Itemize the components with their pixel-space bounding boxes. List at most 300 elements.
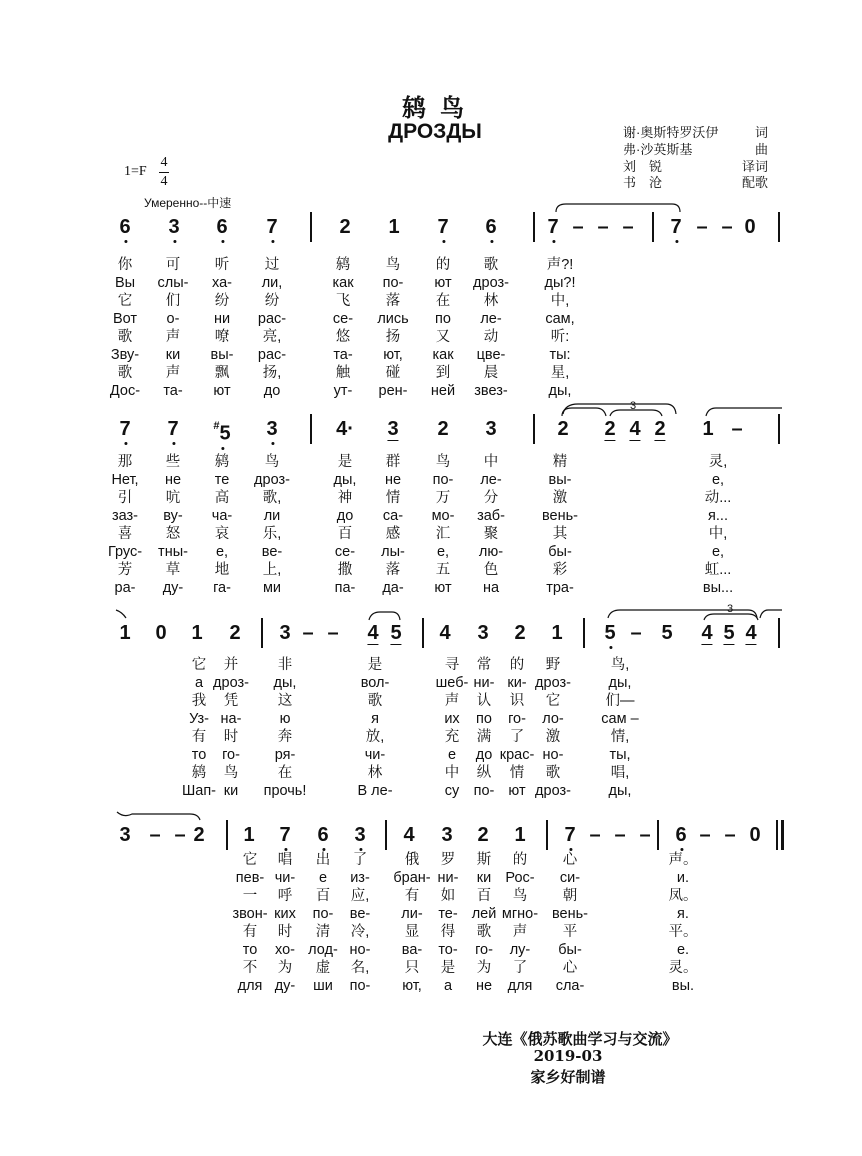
lyric-russian: ве- — [349, 906, 371, 922]
lyric-russian: ки — [476, 870, 492, 886]
lyric-chinese: 芳 — [117, 562, 133, 578]
tie-arc — [556, 204, 680, 212]
lyric-russian: Вы — [114, 275, 136, 291]
lyric-chinese: 心 — [562, 852, 578, 868]
lyric-chinese: 声 — [165, 365, 181, 381]
lyric-russian: по- — [432, 472, 454, 488]
lyric-russian: вы. — [671, 978, 695, 994]
lyric-chinese: 鸫 — [214, 454, 230, 470]
lyric-russian: е — [318, 870, 328, 886]
lyric-russian: не — [164, 472, 182, 488]
lyric-russian: ют — [434, 580, 452, 596]
lyric-russian: ши — [313, 978, 333, 994]
lyric-chinese: 声 — [512, 924, 528, 940]
lyric-chinese: 清 — [315, 924, 331, 940]
credit-name: 刘 锐 — [623, 159, 663, 174]
footer-transcriber: 家乡好制谱 — [530, 1068, 606, 1086]
lyric-chinese: 鸟 — [435, 454, 451, 470]
lyric-chinese: 了 — [352, 852, 368, 868]
lyric-chinese: 虚 — [315, 960, 331, 976]
lyric-russian: е, — [711, 544, 725, 560]
lyric-chinese: 充 — [444, 729, 460, 745]
note-value: 4 — [367, 622, 379, 644]
note-value: 4 — [403, 824, 415, 846]
lyric-russian: не — [384, 472, 402, 488]
lyric-chinese: 情 — [509, 765, 525, 781]
lyric-chinese: 是 — [367, 657, 383, 673]
note-value: – — [731, 418, 743, 440]
lyric-russian: ву- — [163, 508, 183, 524]
lyric-russian: лю- — [478, 544, 504, 560]
lyric-chinese: 情 — [385, 490, 401, 506]
lyric-chinese: 平 — [562, 924, 578, 940]
lyric-chinese: 高 — [214, 490, 230, 506]
lyric-russian: те- — [438, 906, 458, 922]
lyric-russian: для — [507, 978, 533, 994]
lyric-russian: по — [435, 311, 451, 327]
lyric-chinese: 非 — [277, 657, 293, 673]
lyric-chinese: 朝 — [562, 888, 578, 904]
note-value: 7 — [266, 216, 278, 238]
slur-arc — [706, 408, 782, 416]
note-value: – — [614, 824, 626, 846]
lyric-russian: ды, — [333, 472, 357, 488]
note-value: 2 — [339, 216, 351, 238]
lyric-chinese: 上, — [262, 562, 282, 578]
footer-source: 大连《俄苏歌曲学习与交流》 — [482, 1030, 678, 1048]
note-value: 2 — [604, 418, 616, 440]
note-value: 7 — [167, 418, 179, 440]
lyric-russian: хо- — [275, 942, 295, 958]
credit-name: 弗·沙英斯基 — [623, 142, 693, 157]
lyric-chinese: 认 — [476, 693, 492, 709]
lyric-russian: ни- — [437, 870, 459, 886]
lyric-chinese: 林 — [483, 293, 499, 309]
lyric-chinese: 声 — [165, 329, 181, 345]
lyric-chinese: 那 — [117, 454, 133, 470]
lyric-russian: те — [214, 472, 230, 488]
lyric-russian: ни- — [473, 675, 495, 691]
lyric-russian: та- — [333, 347, 353, 363]
lyric-chinese: 撒 — [337, 562, 353, 578]
note-value: – — [572, 216, 584, 238]
lyric-russian: для — [237, 978, 263, 994]
note-value: 4· — [336, 418, 354, 440]
note-value: – — [724, 824, 736, 846]
lyric-chinese: 万 — [435, 490, 451, 506]
lyric-chinese: 歌 — [117, 329, 133, 345]
lyric-chinese: 中, — [708, 526, 728, 542]
note-value: 4 — [745, 622, 757, 644]
lyric-russian: как — [432, 347, 454, 363]
lyric-russian: рен- — [378, 383, 408, 399]
note-value: – — [630, 622, 642, 644]
lyric-russian: лу- — [509, 942, 531, 958]
lyric-chinese: 激 — [552, 490, 568, 506]
lyric-chinese: 激 — [545, 729, 561, 745]
lyric-russian: е, — [215, 544, 229, 560]
note-value: 3 — [266, 418, 278, 440]
lyric-russian: ки — [223, 783, 239, 799]
lyric-russian: ле- — [480, 472, 502, 488]
lyric-russian: па- — [334, 580, 356, 596]
key-signature: 1=F — [124, 164, 147, 179]
lyric-chinese: 满 — [476, 729, 492, 745]
note-value: 3 — [477, 622, 489, 644]
lyric-russian: ют, — [402, 978, 422, 994]
note-value: 5 — [604, 622, 616, 644]
lyric-russian: о- — [166, 311, 180, 327]
lyric-chinese: 吭 — [165, 490, 181, 506]
lyric-russian: си- — [559, 870, 581, 886]
credit-role: 词 — [754, 125, 768, 140]
note-value: 3 — [485, 418, 497, 440]
note-value: 2 — [477, 824, 489, 846]
lyric-chinese: 感 — [385, 526, 401, 542]
lyric-chinese: 鸫 — [191, 765, 207, 781]
lyric-russian: ких — [274, 906, 296, 922]
triplet-mark: 3 — [630, 400, 637, 412]
lyric-chinese: 纷 — [264, 293, 280, 309]
lyric-russian: звез- — [474, 383, 508, 399]
lyric-chinese: 灵。 — [668, 960, 698, 976]
lyric-chinese: 野 — [545, 657, 561, 673]
lyric-russian: е, — [436, 544, 450, 560]
lyric-russian: ки — [165, 347, 181, 363]
note-value: 6 — [317, 824, 329, 846]
lyric-russian: вол- — [360, 675, 390, 691]
lyric-chinese: 俄 — [404, 852, 420, 868]
lyric-russian: пев- — [235, 870, 265, 886]
lyric-chinese: 的 — [435, 257, 451, 273]
lyric-chinese: 听: — [550, 329, 570, 345]
lyric-chinese: 声。 — [668, 852, 698, 868]
lyric-chinese: 灵, — [708, 454, 728, 470]
lyric-chinese: 时 — [223, 729, 239, 745]
lyric-russian: чи- — [274, 870, 296, 886]
lyric-chinese: 出 — [315, 852, 331, 868]
lyric-chinese: 碰 — [385, 365, 401, 381]
lyric-chinese: 草 — [165, 562, 181, 578]
lyric-chinese: 百 — [315, 888, 331, 904]
lyric-russian: В ле- — [357, 783, 393, 799]
lyric-russian: по- — [312, 906, 334, 922]
note-value: 6 — [216, 216, 228, 238]
lyric-russian: заз- — [111, 508, 139, 524]
note-value: 7 — [564, 824, 576, 846]
lyric-russian: прочь! — [263, 783, 307, 799]
lyric-chinese: 纵 — [476, 765, 492, 781]
lyric-chinese: 为 — [476, 960, 492, 976]
lyric-russian: до — [475, 747, 493, 763]
note-value: 3 — [441, 824, 453, 846]
note-value: 1 — [514, 824, 526, 846]
lyric-russian: до — [336, 508, 354, 524]
note-value: 5 — [390, 622, 402, 644]
lyric-russian: из- — [350, 870, 370, 886]
lyric-chinese: 应, — [350, 888, 370, 904]
lyric-russian: слы- — [157, 275, 189, 291]
lyric-russian: ха- — [212, 275, 232, 291]
lyric-chinese: 林 — [367, 765, 383, 781]
lyric-chinese: 鸟, — [610, 657, 630, 673]
lyric-russian: да- — [382, 580, 404, 596]
song-title-chinese: 鸫鸟 — [402, 93, 478, 122]
note-value: – — [174, 824, 186, 846]
lyric-chinese: 歌 — [476, 924, 492, 940]
lyric-chinese: 冷, — [350, 924, 370, 940]
lyric-chinese: 唱, — [610, 765, 630, 781]
note-value: 3 — [387, 418, 399, 440]
lyric-russian: ут- — [333, 383, 353, 399]
note-value: 3 — [354, 824, 366, 846]
lyric-chinese: 罗 — [440, 852, 456, 868]
lyric-chinese: 是 — [440, 960, 456, 976]
lyric-chinese: 百 — [337, 526, 353, 542]
lyric-chinese: 斯 — [476, 852, 492, 868]
lyric-russian: их — [444, 711, 460, 727]
slur-arc — [116, 610, 126, 618]
lyric-russian: го- — [475, 942, 493, 958]
note-value: 2 — [437, 418, 449, 440]
note-value: 0 — [749, 824, 761, 846]
lyric-chinese: 寻 — [444, 657, 460, 673]
lyric-chinese: 动 — [483, 329, 499, 345]
lyric-chinese: 触 — [335, 365, 351, 381]
tempo-marking: Умеренно--中速 — [144, 196, 232, 210]
note-value: 5 — [723, 622, 735, 644]
lyric-chinese: 只 — [404, 960, 420, 976]
note-value: 2 — [193, 824, 205, 846]
lyric-chinese: 嘹 — [214, 329, 230, 345]
lyric-russian: е. — [676, 942, 690, 958]
lyric-russian: Грус- — [107, 544, 143, 560]
lyric-chinese: 鸟 — [223, 765, 239, 781]
note-value: 4 — [701, 622, 713, 644]
note-value: 7 — [279, 824, 291, 846]
lyric-russian: лись — [377, 311, 409, 327]
triplet-mark: 3 — [727, 603, 734, 615]
lyric-chinese: 又 — [435, 329, 451, 345]
lyric-chinese: 地 — [214, 562, 230, 578]
note-value: 1 — [551, 622, 563, 644]
lyric-russian: но- — [349, 942, 371, 958]
lyric-russian: до — [263, 383, 281, 399]
lyric-russian: ли, — [261, 275, 283, 291]
slur-arc — [760, 610, 782, 618]
lyric-russian: дроз- — [473, 275, 509, 291]
lyric-chinese: 歌 — [117, 365, 133, 381]
credit-role: 译词 — [741, 159, 768, 174]
note-value: – — [721, 216, 733, 238]
lyric-russian: на- — [220, 711, 242, 727]
lyric-chinese: 神 — [337, 490, 353, 506]
lyric-chinese: 名, — [350, 960, 370, 976]
note-value: 1 — [119, 622, 131, 644]
lyric-russian: вы- — [548, 472, 572, 488]
lyric-chinese: 悠 — [335, 329, 351, 345]
lyric-russian: цве- — [476, 347, 506, 363]
lyric-chinese: 放, — [365, 729, 385, 745]
lyric-chinese: 并 — [223, 657, 239, 673]
lyric-russian: бы- — [548, 544, 572, 560]
credit-name: 书 沧 — [623, 175, 663, 190]
lyric-russian: вень- — [542, 508, 578, 524]
slur-arc — [117, 812, 200, 820]
lyric-chinese: 平。 — [668, 924, 698, 940]
note-value: 1 — [388, 216, 400, 238]
lyric-russian: ра- — [114, 580, 136, 596]
note-value: 5 — [219, 422, 231, 445]
lyric-russian: то — [242, 942, 258, 958]
lyric-chinese: 在 — [277, 765, 293, 781]
lyric-russian: по- — [349, 978, 371, 994]
lyric-russian: су — [444, 783, 460, 799]
lyric-chinese: 怒 — [165, 526, 181, 542]
lyric-chinese: 飘 — [214, 365, 230, 381]
lyric-chinese: 凭 — [223, 693, 239, 709]
lyric-chinese: 虹... — [704, 562, 732, 578]
lyric-chinese: 凤。 — [668, 888, 698, 904]
lyric-russian: се- — [332, 311, 354, 327]
note-value: – — [597, 216, 609, 238]
note-value: – — [149, 824, 161, 846]
lyric-chinese: 们 — [165, 293, 181, 309]
note-value: 3 — [119, 824, 131, 846]
lyric-russian: дроз- — [535, 675, 571, 691]
lyric-chinese: 色 — [483, 562, 499, 578]
note-value: – — [327, 622, 339, 644]
time-signature-top: 4 — [160, 155, 168, 170]
lyric-chinese: 情, — [610, 729, 630, 745]
note-value: 3 — [168, 216, 180, 238]
lyric-russian: се- — [334, 544, 356, 560]
lyric-chinese: 到 — [435, 365, 451, 381]
lyric-russian: го- — [508, 711, 526, 727]
lyric-russian: ду- — [162, 580, 184, 596]
note-value: – — [696, 216, 708, 238]
lyric-chinese: 动... — [704, 490, 732, 506]
lyric-russian: го- — [222, 747, 240, 763]
lyric-russian: Шап- — [181, 783, 217, 799]
note-value: – — [699, 824, 711, 846]
lyric-russian: Нет, — [111, 472, 139, 488]
lyric-chinese: 过 — [264, 257, 280, 273]
note-value: – — [639, 824, 651, 846]
lyric-russian: ней — [430, 383, 456, 399]
lyric-russian: ми — [262, 580, 282, 596]
lyric-russian: ют — [508, 783, 526, 799]
lyric-chinese: 扬, — [262, 365, 282, 381]
lyric-russian: ды, — [608, 675, 632, 691]
lyric-chinese: 晨 — [483, 365, 499, 381]
lyric-russian: а — [194, 675, 204, 691]
note-value: – — [622, 216, 634, 238]
lyric-russian: дроз- — [535, 783, 571, 799]
lyric-russian: е — [447, 747, 457, 763]
lyric-russian: вень- — [552, 906, 588, 922]
lyric-russian: Рос- — [505, 870, 535, 886]
lyric-russian: ли — [263, 508, 281, 524]
note-value: 0 — [744, 216, 756, 238]
lyric-chinese: 这 — [277, 693, 293, 709]
lyric-russian: ют — [213, 383, 231, 399]
lyric-russian: Уз- — [189, 711, 209, 727]
note-value: 3 — [279, 622, 291, 644]
lyric-russian: ют, — [383, 347, 403, 363]
lyric-russian: заб- — [477, 508, 505, 524]
lyric-russian: ды, — [608, 783, 632, 799]
lyric-russian: ду- — [274, 978, 296, 994]
lyric-russian: я. — [677, 906, 689, 922]
lyric-chinese: 汇 — [435, 526, 451, 542]
lyric-chinese: 歌, — [262, 490, 282, 506]
lyric-russian: ни — [213, 311, 231, 327]
lyric-russian: по- — [382, 275, 404, 291]
lyric-russian: рас- — [257, 311, 287, 327]
lyric-chinese: 落 — [385, 293, 401, 309]
lyric-russian: то — [191, 747, 207, 763]
lyric-chinese: 了 — [512, 960, 528, 976]
lyric-chinese: 有 — [191, 729, 207, 745]
note-value: 7 — [670, 216, 682, 238]
lyric-chinese: 鸟 — [264, 454, 280, 470]
lyric-chinese: 在 — [435, 293, 451, 309]
lyric-chinese: 它 — [117, 293, 133, 309]
lyric-chinese: 它 — [545, 693, 561, 709]
lyric-russian: са- — [382, 508, 404, 524]
lyric-chinese: 中, — [550, 293, 570, 309]
lyric-chinese: 奔 — [277, 729, 293, 745]
lyric-russian: я... — [708, 508, 728, 524]
lyric-russian: бран- — [393, 870, 431, 886]
note-value: 4 — [439, 622, 451, 644]
lyric-russian: лы- — [381, 544, 405, 560]
lyric-russian: ки- — [507, 675, 527, 691]
lyric-russian: ле- — [480, 311, 502, 327]
credit-name: 谢·奥斯特罗沃伊 — [623, 125, 719, 140]
lyric-chinese: 时 — [277, 924, 293, 940]
lyric-chinese: 为 — [277, 960, 293, 976]
lyric-russian: на — [482, 580, 500, 596]
lyric-russian: ли- — [401, 906, 423, 922]
lyric-chinese: 你 — [117, 257, 133, 273]
lyric-russian: ты, — [609, 747, 631, 763]
note-value: 2 — [654, 418, 666, 440]
lyric-russian: лей — [471, 906, 497, 922]
lyric-chinese: 它 — [242, 852, 258, 868]
lyric-russian: сам, — [545, 311, 575, 327]
lyric-russian: звон- — [232, 906, 268, 922]
lyric-russian: ва- — [401, 942, 423, 958]
lyric-russian: ды, — [548, 383, 572, 399]
song-title-russian: ДРОЗДЫ — [388, 120, 482, 143]
lyric-chinese: 扬 — [385, 329, 401, 345]
note-value: 6 — [485, 216, 497, 238]
lyric-chinese: 歌 — [367, 693, 383, 709]
lyric-russian: вы... — [702, 580, 734, 596]
lyric-russian: тны- — [158, 544, 188, 560]
lyric-chinese: 些 — [165, 454, 181, 470]
lyric-chinese: 纷 — [214, 293, 230, 309]
lyric-chinese: 鸟 — [385, 257, 401, 273]
lyric-russian: по- — [473, 783, 495, 799]
lyric-russian: ды?! — [544, 275, 576, 291]
lyric-russian: не — [475, 978, 493, 994]
lyric-chinese: 亮, — [262, 329, 282, 345]
lyric-chinese: 可 — [165, 257, 181, 273]
lyric-russian: а — [443, 978, 453, 994]
